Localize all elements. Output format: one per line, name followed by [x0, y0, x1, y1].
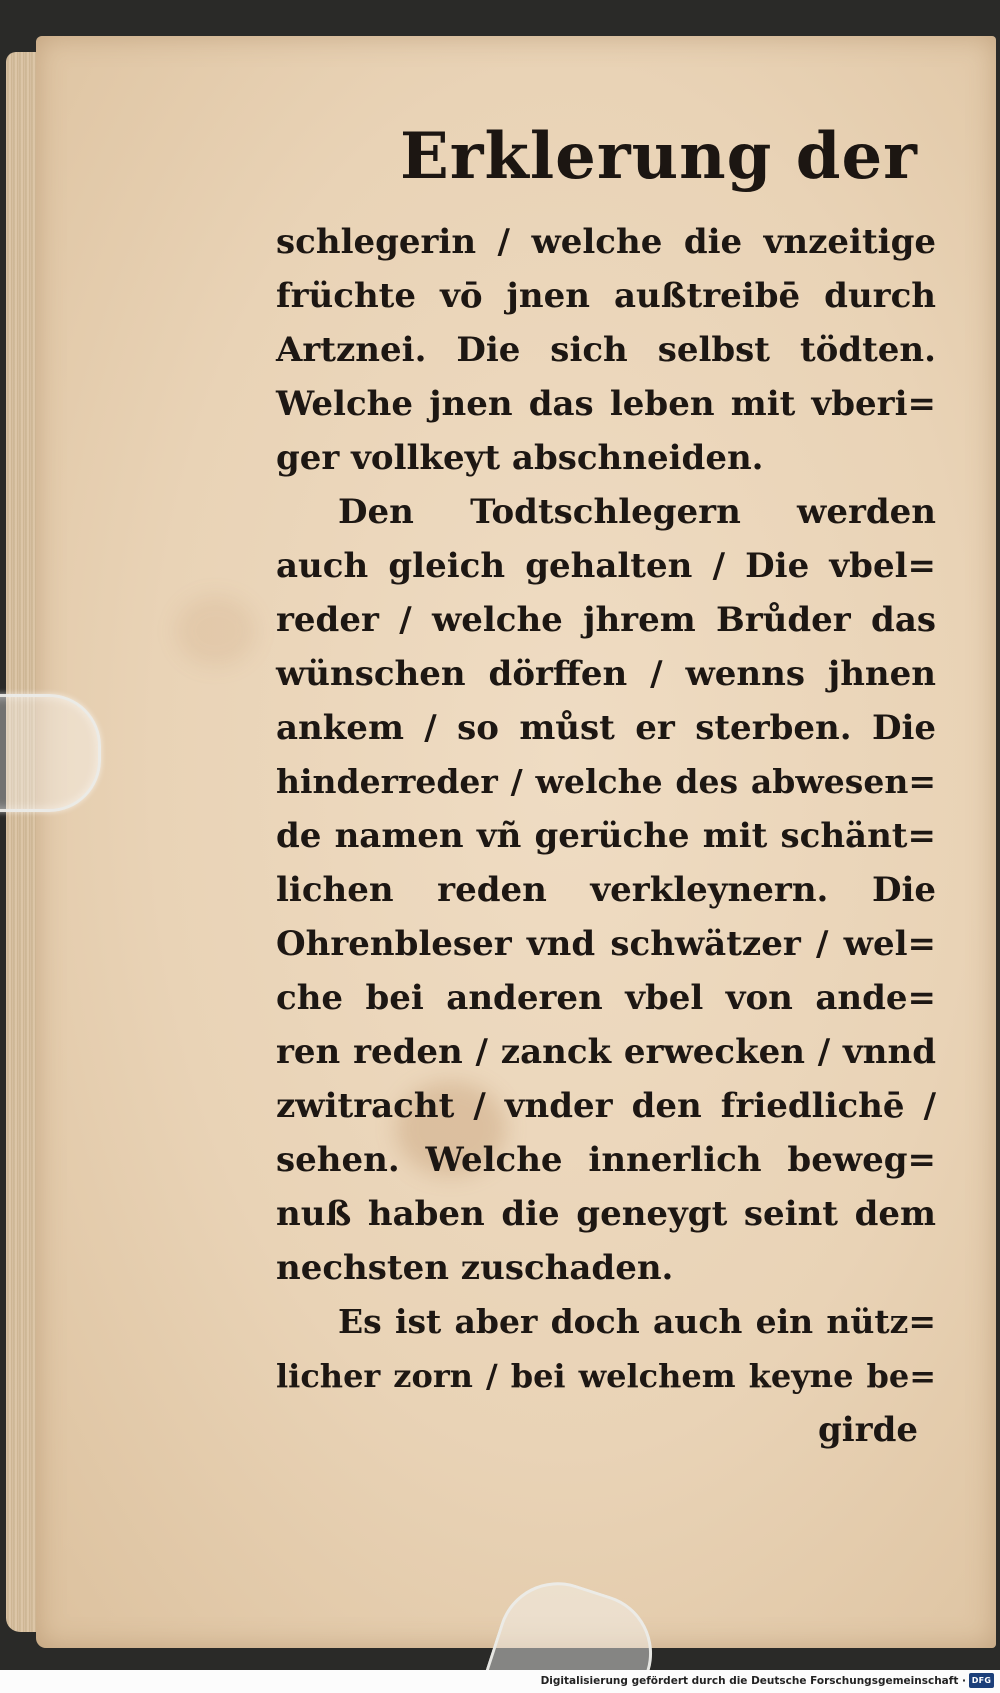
- catchword: girde: [817, 1410, 918, 1450]
- footer-bar: [0, 1670, 1000, 1693]
- text-line: reder / welche jhrem Brůder das: [276, 600, 936, 640]
- text-line: Artznei. Die sich selbst tödten.: [276, 330, 936, 370]
- text-line: de namen vñ gerüche mit schänt=: [276, 816, 936, 856]
- plastic-clip-left: [0, 694, 101, 812]
- text-line: Welche jnen das leben mit vberi=: [276, 384, 936, 424]
- text-line: schlegerin / welche die vnzeitige: [276, 222, 936, 262]
- text-line: ger vollkeyt abschneiden.: [276, 438, 764, 478]
- text-line: früchte vō jnen außtreibē durch: [276, 276, 936, 316]
- text-line: wünschen dörffen / wenns jhnen: [276, 654, 936, 694]
- text-line: che bei anderen vbel von ande=: [276, 978, 936, 1018]
- text-line: nuß haben die geneygt seint dem: [276, 1194, 936, 1234]
- text-line: lichen reden verkleynern. Die: [276, 870, 936, 910]
- text-line: sehen. Welche innerlich beweg=: [276, 1140, 936, 1180]
- text-line: ren reden / zanck erwecken / vnnd: [276, 1032, 936, 1072]
- text-line: zwitracht / vnder den friedlichē /: [276, 1086, 936, 1126]
- text-line: nechsten zuschaden.: [276, 1248, 674, 1288]
- dfg-logo: DFG: [969, 1673, 994, 1688]
- text-line: auch gleich gehalten / Die vbel=: [276, 546, 936, 586]
- text-block: [276, 215, 936, 1457]
- text-line: Es ist aber doch auch ein nütz=: [338, 1302, 936, 1341]
- text-line: Den Todtschlegern werden: [338, 492, 936, 532]
- text-line: ankem / so můst er sterben. Die: [276, 708, 936, 748]
- text-line: Ohrenbleser vnd schwätzer / wel=: [276, 924, 936, 964]
- stain: [176, 596, 256, 666]
- page-heading: Erklerung der: [400, 119, 918, 194]
- text-line: licher zorn / bei welchem keyne be=: [276, 1357, 936, 1395]
- text-line: hinderreder / welche des abwesen=: [276, 762, 936, 801]
- funding-notice: Digitalisierung gefördert durch die Deutsche Forschungsgemeinschaft ·: [540, 1675, 966, 1687]
